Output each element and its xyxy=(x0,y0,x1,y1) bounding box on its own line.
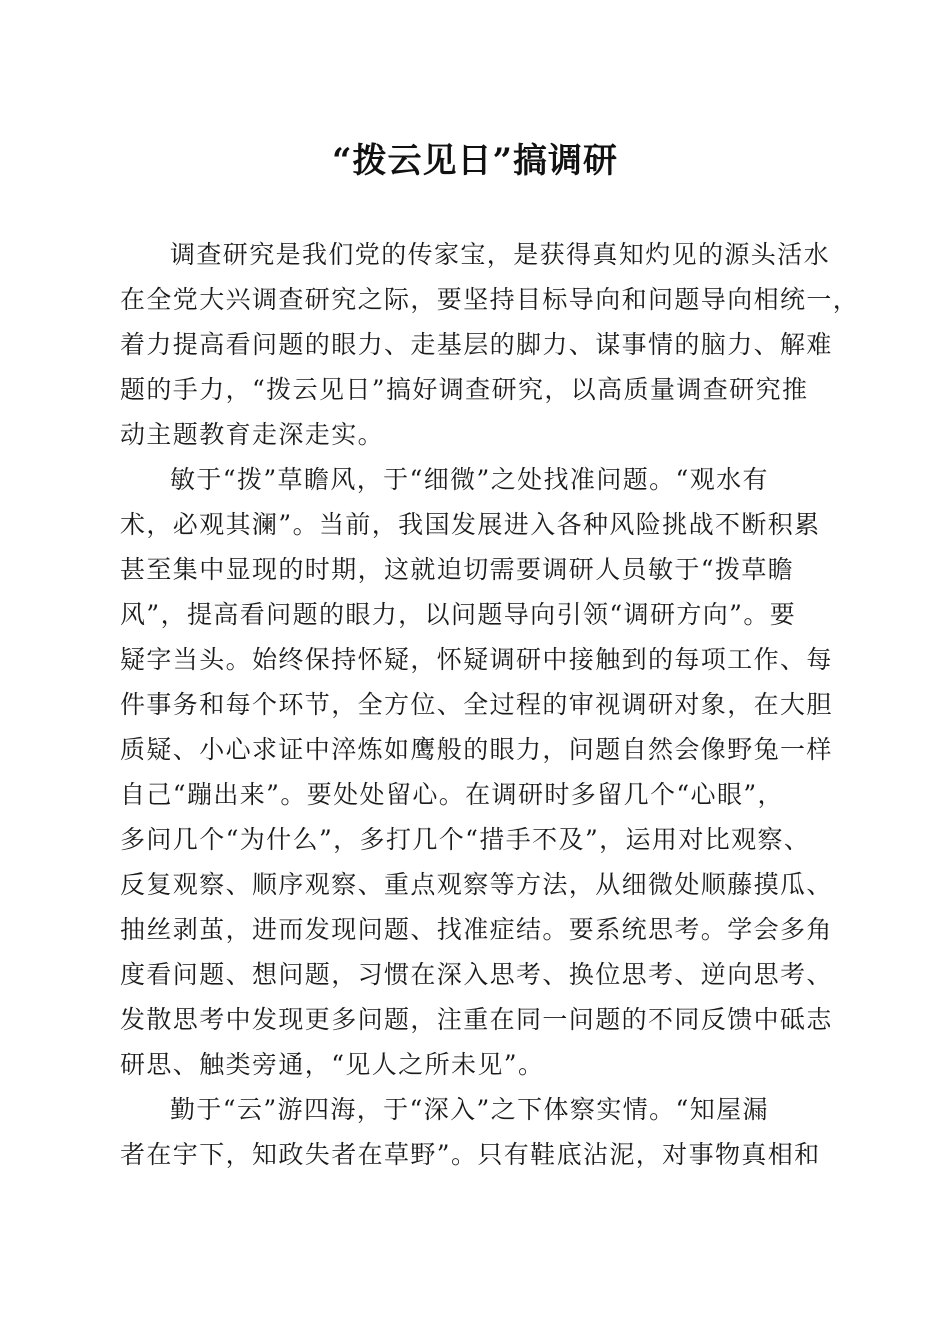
text-line: 风”，提高看问题的眼力，以问题导向引领“调研方向”。要 xyxy=(120,600,797,629)
document-body xyxy=(120,232,860,1177)
text-line: 度看问题、想问题，习惯在深入思考、换位思考、逆向思考、 xyxy=(120,960,833,989)
text-line: 者在宇下，知政失者在草野”。只有鞋底沾泥，对事物真相和 xyxy=(120,1140,821,1169)
text-line: 多问几个“为什么”，多打几个“措手不及”，运用对比观察、 xyxy=(120,825,811,854)
text-line: 反复观察、顺序观察、重点观察等方法，从细微处顺藤摸瓜、 xyxy=(120,870,833,899)
text-line: 件事务和每个环节，全方位、全过程的审视调研对象，在大胆 xyxy=(120,690,833,719)
text-line: 调查研究是我们党的传家宝，是获得真知灼见的源头活水 xyxy=(170,240,831,269)
text-line: 疑字当头。始终保持怀疑，怀疑调研中接触到的每项工作、每 xyxy=(120,645,833,674)
text-line: 在全党大兴调查研究之际，要坚持目标导向和问题导向相统一， xyxy=(120,285,860,314)
text-line: 发散思考中发现更多问题，注重在同一问题的不同反馈中砥志 xyxy=(120,1005,833,1034)
text-line: 着力提高看问题的眼力、走基层的脚力、谋事情的脑力、解难 xyxy=(120,330,833,359)
text-line: 勤于“云”游四海，于“深入”之下体察实情。“知屋漏 xyxy=(170,1095,769,1124)
paragraph-1 xyxy=(120,232,860,457)
text-line: 敏于“拨”草瞻风，于“细微”之处找准问题。“观水有 xyxy=(170,465,769,494)
paragraph-2 xyxy=(120,457,840,1087)
document-title: “拨云见日”搞调研 xyxy=(331,141,619,181)
text-line: 术，必观其澜”。当前，我国发展进入各种风险挑战不断积累 xyxy=(120,510,821,539)
paragraph-3 xyxy=(120,1087,840,1177)
text-line: 自己“蹦出来”。要处处留心。在调研时多留几个“心眼”， xyxy=(120,780,784,809)
text-line: 质疑、小心求证中淬炼如鹰般的眼力，问题自然会像野兔一样 xyxy=(120,735,833,764)
text-line: 研思、触类旁通，“见人之所未见”。 xyxy=(120,1050,545,1079)
text-line: 甚至集中显现的时期，这就迫切需要调研人员敏于“拨草瞻 xyxy=(120,555,795,584)
text-line: 题的手力，“拨云见日”搞好调查研究，以高质量调查研究推 xyxy=(120,375,809,404)
text-line: 动主题教育走深走实。 xyxy=(120,420,385,449)
text-line: 抽丝剥茧，进而发现问题、找准症结。要系统思考。学会多角 xyxy=(120,915,833,944)
